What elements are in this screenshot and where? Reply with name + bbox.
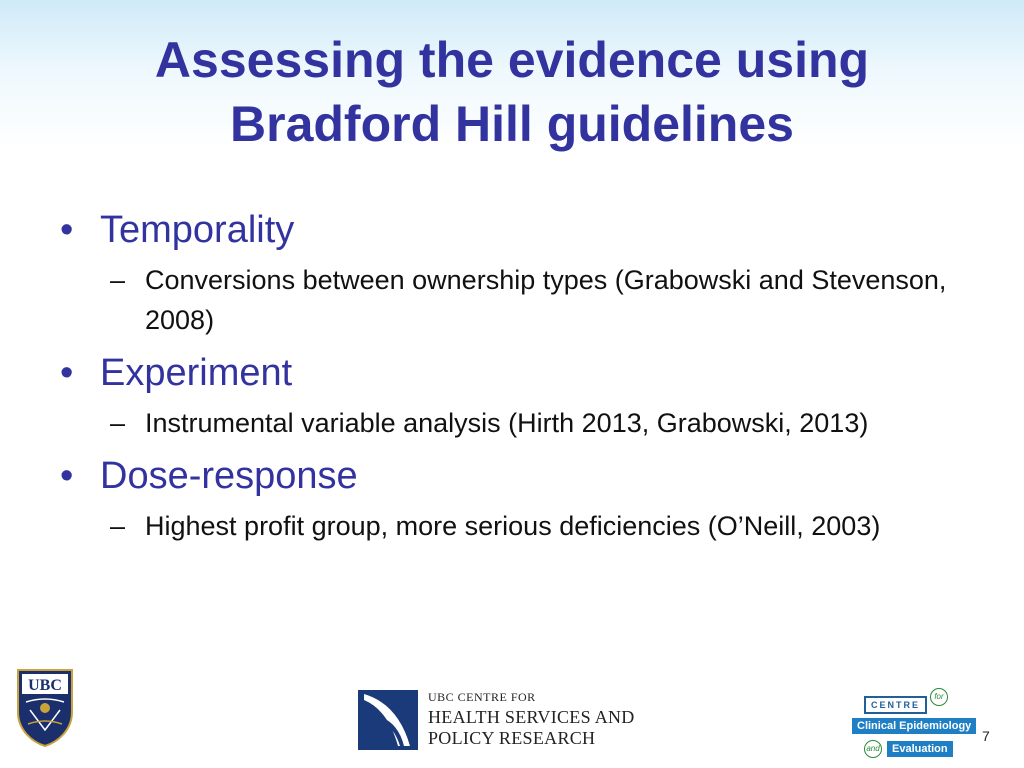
bullet-marker: • [60, 352, 74, 394]
bullet-label: Dose-response [100, 455, 358, 497]
chspr-line-2: HEALTH SERVICES AND [428, 707, 635, 727]
cce-centre-label: CENTRE [864, 696, 927, 714]
chspr-logo [358, 690, 648, 754]
cce-for-label: for [930, 688, 948, 706]
bullet-dose-response [60, 451, 960, 501]
ubc-crest-icon [16, 668, 74, 748]
sub-bullet-text: Highest profit group, more serious deficiencies (O’Neill, 2003) [145, 511, 881, 541]
svg-text:UBC: UBC [28, 677, 62, 694]
sub-bullet-marker: – [110, 511, 126, 541]
sub-bullet-experiment [60, 403, 960, 443]
bullet-list [60, 205, 960, 554]
bullet-label: Temporality [100, 209, 295, 251]
page-number: 7 [982, 728, 990, 744]
chspr-line-3: POLICY RESEARCH [428, 728, 596, 748]
sub-bullet-marker: – [110, 265, 126, 295]
cce-clinical-label: Clinical Epidemiology [852, 718, 976, 734]
cce-logo [852, 688, 977, 760]
sub-bullet-dose-response [60, 506, 960, 546]
slide-title-line-1: Assessing the evidence using [154, 32, 870, 88]
sub-bullet-text: Instrumental variable analysis (Hirth 2013, Grabowski, 2013) [145, 408, 869, 438]
sub-bullet-text: Conversions between ownership types (Grabowski and Stevenson, 2008) [145, 265, 947, 335]
slide-title [0, 28, 1024, 156]
ubc-logo [16, 668, 74, 748]
chspr-mark-icon [358, 690, 418, 750]
bullet-temporality [60, 205, 960, 255]
bullet-marker: • [60, 455, 74, 497]
sub-bullet-marker: – [110, 408, 126, 438]
chspr-line-1: UBC CENTRE FOR [428, 690, 536, 704]
cce-evaluation-label: Evaluation [887, 741, 953, 757]
bullet-marker: • [60, 209, 74, 251]
cce-and-label: and [864, 740, 882, 758]
slide-title-line-2: Bradford Hill guidelines [230, 96, 794, 152]
sub-bullet-temporality [60, 260, 960, 340]
bullet-label: Experiment [100, 352, 293, 394]
bullet-experiment [60, 348, 960, 398]
